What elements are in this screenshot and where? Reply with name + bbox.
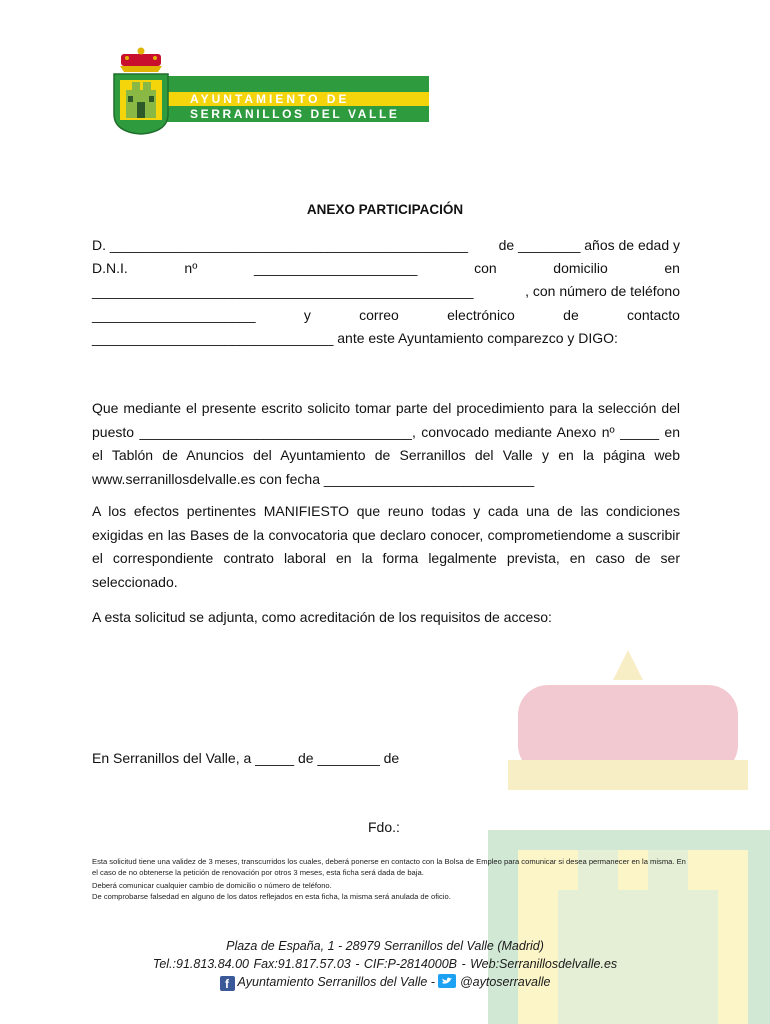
logo-text-line1: AYUNTAMIENTO DE	[190, 92, 350, 106]
paragraph-attachments: A esta solicitud se adjunta, como acreditación de los requisitos de acceso:	[92, 609, 552, 625]
paragraph-request: Que mediante el presente escrito solicito tomar parte del procedimiento para la selección del puesto ___________________________________, convocado mediante Anexo nº _____ en el Tablón de Anuncios del Ayuntamiento de Serranillos del Valle y en la página web www.serranillosdelvalle.es con fecha ___________________________	[92, 400, 680, 487]
form-line-dni	[92, 257, 680, 280]
facebook-icon[interactable]: f	[220, 976, 235, 991]
form-line-email	[92, 304, 680, 327]
note-falsehood: De comprobarse falsedad en alguno de los datos reflejados en esta ficha, la misma será anulada de oficio.	[92, 892, 451, 901]
word-domicilio: domicilio	[553, 260, 608, 276]
twitter-icon[interactable]	[438, 974, 456, 988]
note-validity: Esta solicitud tiene una validez de 3 meses, transcurridos los cuales, deberá ponerse en contacto con la Bolsa de Empleo para comunicar si desea permanecer en la misma. En el caso de no obtenerse la petición de renovación por otros 3 meses, esta ficha será dada de baja.	[92, 857, 686, 877]
word-y: y	[303, 307, 311, 323]
form-line-address	[92, 280, 680, 303]
document-title: ANEXO PARTICIPACIÓN	[306, 202, 464, 217]
word-electronico: electrónico	[447, 307, 515, 323]
facebook-label[interactable]: Ayuntamiento Serranillos del Valle -	[237, 975, 435, 989]
footer-contacts: Tel.:91.813.84.00 Fax:91.817.57.03 - CIF:P-2814000B - Web:Serranillosdelvalle.es	[152, 957, 618, 971]
dni-blank: _____________________	[253, 260, 418, 276]
dni-label: D.N.I.	[92, 260, 128, 276]
word-de: de	[563, 307, 579, 323]
word-con: con	[474, 260, 497, 276]
form-line-name	[92, 234, 680, 257]
place-date-line: En Serranillos del Valle, a _____ de ________ de	[92, 750, 400, 766]
paragraph-manifest: A los efectos pertinentes MANIFIESTO que reuno todas y cada una de las condiciones exigidas en las Bases de la convocatoria que declaro conocer, comprometiendome a suscribir el correspondiente contrato laboral en la forma legalmente prevista, en caso de ser seleccionado.	[92, 503, 680, 590]
twitter-label[interactable]: @aytoserravalle	[459, 975, 551, 989]
phone-label: , con número de teléfono	[525, 283, 680, 299]
logo-text-line2: SERRANILLOS DEL VALLE	[190, 107, 400, 121]
phone-blank: _____________________	[92, 307, 256, 323]
dni-number-label: nº	[184, 260, 198, 276]
note-changes: Deberá comunicar cualquier cambio de domicilio o número de teléfono.	[92, 881, 332, 890]
signature-label: Fdo.:	[368, 819, 400, 835]
shield-emblem	[114, 74, 168, 134]
crown-emblem	[120, 48, 162, 73]
footer-address: Plaza de España, 1 - 28979 Serranillos del Valle (Madrid)	[226, 939, 544, 953]
word-correo: correo	[359, 307, 399, 323]
form-line-declaration: _______________________________ ante este Ayuntamiento comparezco y DIGO:	[92, 330, 618, 346]
age-field-label: de ________ años de edad y	[498, 237, 680, 253]
footer-social	[0, 973, 770, 992]
word-contacto: contacto	[627, 307, 680, 323]
address-blank: _________________________________________________	[92, 283, 474, 299]
word-en: en	[664, 260, 680, 276]
municipality-logo	[92, 46, 432, 136]
name-field-label: D. ______________________________________________	[92, 237, 469, 253]
